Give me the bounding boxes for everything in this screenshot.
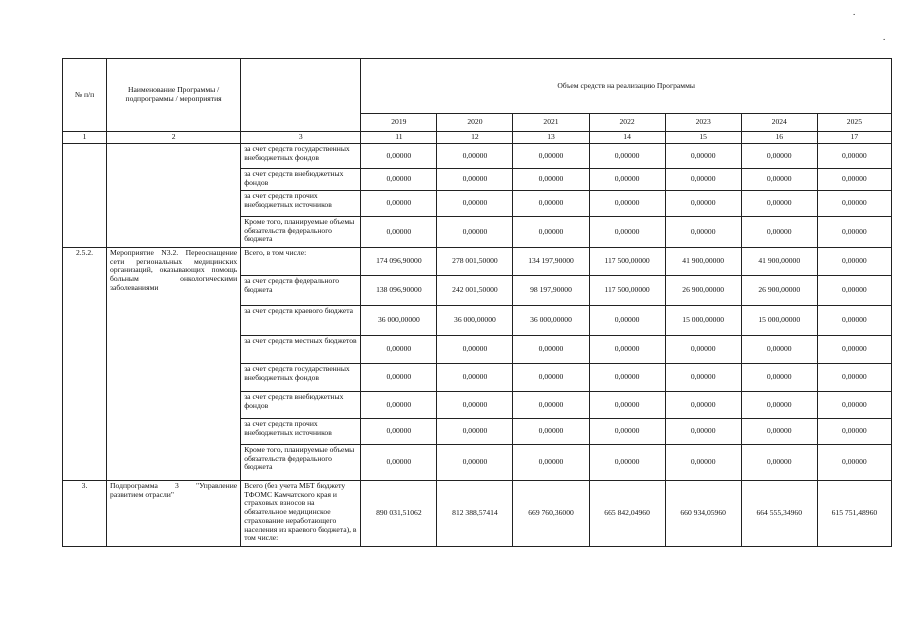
budget-table bbox=[62, 58, 892, 547]
table-row bbox=[63, 144, 892, 169]
amount-cell: 0,00000 bbox=[741, 445, 817, 481]
amount-cell: 0,00000 bbox=[817, 217, 891, 248]
column-number: 1 bbox=[63, 132, 107, 144]
amount-cell: 0,00000 bbox=[361, 191, 437, 217]
amount-cell: 36 000,00000 bbox=[361, 306, 437, 336]
amount-cell: 117 500,00000 bbox=[589, 248, 665, 276]
column-number: 14 bbox=[589, 132, 665, 144]
amount-cell: 0,00000 bbox=[361, 392, 437, 419]
scan-mark: . bbox=[883, 32, 886, 42]
amount-cell: 0,00000 bbox=[817, 248, 891, 276]
amount-cell: 0,00000 bbox=[665, 364, 741, 392]
amount-cell: 664 555,34960 bbox=[741, 481, 817, 547]
amount-cell: 242 001,50000 bbox=[437, 276, 513, 306]
scan-mark: . bbox=[853, 7, 856, 17]
funding-source-label: Всего (без учета МБТ бюджету ТФОМС Камчатского края и страховых взносов на обязательное медицинское страхование неработающего населения из краевого бюджета), в том числе: bbox=[241, 481, 361, 547]
amount-cell: 0,00000 bbox=[589, 336, 665, 364]
funding-source-label: Кроме того, планируемые объемы обязательств федерального бюджета bbox=[241, 445, 361, 481]
amount-cell: 0,00000 bbox=[437, 144, 513, 169]
column-number: 15 bbox=[665, 132, 741, 144]
amount-cell: 0,00000 bbox=[741, 392, 817, 419]
item-number bbox=[63, 144, 107, 248]
amount-cell: 0,00000 bbox=[817, 419, 891, 445]
table-row bbox=[63, 481, 892, 547]
amount-cell: 0,00000 bbox=[665, 336, 741, 364]
table-row bbox=[63, 248, 892, 276]
amount-cell: 890 031,51062 bbox=[361, 481, 437, 547]
column-number: 11 bbox=[361, 132, 437, 144]
year-header: 2023 bbox=[665, 114, 741, 132]
funding-source-label: за счет средств прочих внебюджетных источников bbox=[241, 191, 361, 217]
amount-cell: 0,00000 bbox=[361, 419, 437, 445]
item-number: 3. bbox=[63, 481, 107, 547]
amount-cell: 0,00000 bbox=[741, 217, 817, 248]
amount-cell: 0,00000 bbox=[741, 419, 817, 445]
amount-cell: 41 900,00000 bbox=[741, 248, 817, 276]
year-header: 2019 bbox=[361, 114, 437, 132]
amount-cell: 669 760,36000 bbox=[513, 481, 589, 547]
item-name: Подпрограмма 3 "Управление развитием отрасли" bbox=[107, 481, 241, 547]
amount-cell: 41 900,00000 bbox=[665, 248, 741, 276]
amount-cell: 0,00000 bbox=[817, 392, 891, 419]
amount-cell: 0,00000 bbox=[513, 169, 589, 191]
amount-cell: 0,00000 bbox=[513, 191, 589, 217]
amount-cell: 0,00000 bbox=[589, 364, 665, 392]
amount-cell: 0,00000 bbox=[589, 191, 665, 217]
column-number: 17 bbox=[817, 132, 891, 144]
column-number: 12 bbox=[437, 132, 513, 144]
column-number: 16 bbox=[741, 132, 817, 144]
amount-cell: 812 388,57414 bbox=[437, 481, 513, 547]
column-number: 13 bbox=[513, 132, 589, 144]
amount-cell: 0,00000 bbox=[513, 217, 589, 248]
amount-cell: 0,00000 bbox=[437, 169, 513, 191]
amount-cell: 0,00000 bbox=[513, 364, 589, 392]
header-program-volume: Объем средств на реализацию Программы bbox=[361, 59, 892, 114]
amount-cell: 0,00000 bbox=[589, 392, 665, 419]
amount-cell: 0,00000 bbox=[513, 445, 589, 481]
funding-source-label: за счет средств государственных внебюджетных фондов bbox=[241, 144, 361, 169]
year-header: 2021 bbox=[513, 114, 589, 132]
amount-cell: 0,00000 bbox=[437, 445, 513, 481]
column-number: 3 bbox=[241, 132, 361, 144]
amount-cell: 0,00000 bbox=[437, 392, 513, 419]
amount-cell: 0,00000 bbox=[741, 364, 817, 392]
amount-cell: 0,00000 bbox=[665, 144, 741, 169]
funding-source-label: за счет средств прочих внебюджетных источников bbox=[241, 419, 361, 445]
year-header: 2022 bbox=[589, 114, 665, 132]
amount-cell: 0,00000 bbox=[361, 169, 437, 191]
amount-cell: 0,00000 bbox=[361, 336, 437, 364]
amount-cell: 138 096,90000 bbox=[361, 276, 437, 306]
amount-cell: 0,00000 bbox=[817, 276, 891, 306]
amount-cell: 0,00000 bbox=[589, 445, 665, 481]
amount-cell: 660 934,05960 bbox=[665, 481, 741, 547]
item-name bbox=[107, 144, 241, 248]
amount-cell: 0,00000 bbox=[741, 144, 817, 169]
amount-cell: 0,00000 bbox=[589, 169, 665, 191]
amount-cell: 0,00000 bbox=[741, 191, 817, 217]
amount-cell: 0,00000 bbox=[437, 217, 513, 248]
amount-cell: 0,00000 bbox=[361, 445, 437, 481]
amount-cell: 0,00000 bbox=[437, 364, 513, 392]
funding-source-label: за счет средств краевого бюджета bbox=[241, 306, 361, 336]
amount-cell: 665 842,04960 bbox=[589, 481, 665, 547]
funding-source-label: за счет средств местных бюджетов bbox=[241, 336, 361, 364]
funding-source-label: за счет средств внебюджетных фондов bbox=[241, 392, 361, 419]
amount-cell: 0,00000 bbox=[437, 191, 513, 217]
amount-cell: 0,00000 bbox=[665, 392, 741, 419]
amount-cell: 98 197,90000 bbox=[513, 276, 589, 306]
amount-cell: 174 096,90000 bbox=[361, 248, 437, 276]
amount-cell: 15 000,00000 bbox=[741, 306, 817, 336]
year-header: 2024 bbox=[741, 114, 817, 132]
amount-cell: 615 751,48960 bbox=[817, 481, 891, 547]
amount-cell: 0,00000 bbox=[817, 364, 891, 392]
amount-cell: 0,00000 bbox=[589, 217, 665, 248]
amount-cell: 0,00000 bbox=[589, 306, 665, 336]
amount-cell: 0,00000 bbox=[741, 169, 817, 191]
amount-cell: 0,00000 bbox=[665, 169, 741, 191]
year-header: 2020 bbox=[437, 114, 513, 132]
amount-cell: 0,00000 bbox=[665, 445, 741, 481]
amount-cell: 0,00000 bbox=[817, 445, 891, 481]
amount-cell: 36 000,00000 bbox=[437, 306, 513, 336]
header-source-blank bbox=[241, 59, 361, 132]
funding-source-label: Кроме того, планируемые объемы обязательств федерального бюджета bbox=[241, 217, 361, 248]
column-number: 2 bbox=[107, 132, 241, 144]
amount-cell: 0,00000 bbox=[437, 419, 513, 445]
amount-cell: 0,00000 bbox=[817, 336, 891, 364]
amount-cell: 117 500,00000 bbox=[589, 276, 665, 306]
amount-cell: 0,00000 bbox=[665, 419, 741, 445]
item-name: Мероприятие N3.2. Переоснащение сети региональных медицинских организаций, оказывающих помощь больным онкологическими заболеваниями bbox=[107, 248, 241, 481]
amount-cell: 0,00000 bbox=[589, 419, 665, 445]
amount-cell: 26 900,00000 bbox=[665, 276, 741, 306]
header-number: № п/п bbox=[63, 59, 107, 132]
amount-cell: 0,00000 bbox=[817, 169, 891, 191]
amount-cell: 0,00000 bbox=[817, 306, 891, 336]
amount-cell: 0,00000 bbox=[665, 217, 741, 248]
amount-cell: 0,00000 bbox=[817, 144, 891, 169]
amount-cell: 0,00000 bbox=[817, 191, 891, 217]
amount-cell: 36 000,00000 bbox=[513, 306, 589, 336]
amount-cell: 278 001,50000 bbox=[437, 248, 513, 276]
header-program-name: Наименование Программы / подпрограммы / мероприятия bbox=[107, 59, 241, 132]
year-header: 2025 bbox=[817, 114, 891, 132]
amount-cell: 15 000,00000 bbox=[665, 306, 741, 336]
amount-cell: 0,00000 bbox=[361, 364, 437, 392]
funding-source-label: за счет средств федерального бюджета bbox=[241, 276, 361, 306]
funding-source-label: за счет средств внебюджетных фондов bbox=[241, 169, 361, 191]
amount-cell: 0,00000 bbox=[741, 336, 817, 364]
amount-cell: 0,00000 bbox=[361, 144, 437, 169]
funding-source-label: за счет средств государственных внебюджетных фондов bbox=[241, 364, 361, 392]
amount-cell: 134 197,90000 bbox=[513, 248, 589, 276]
amount-cell: 0,00000 bbox=[513, 419, 589, 445]
amount-cell: 0,00000 bbox=[513, 144, 589, 169]
amount-cell: 0,00000 bbox=[361, 217, 437, 248]
funding-source-label: Всего, в том числе: bbox=[241, 248, 361, 276]
amount-cell: 0,00000 bbox=[437, 336, 513, 364]
amount-cell: 26 900,00000 bbox=[741, 276, 817, 306]
item-number: 2.5.2. bbox=[63, 248, 107, 481]
amount-cell: 0,00000 bbox=[513, 336, 589, 364]
amount-cell: 0,00000 bbox=[589, 144, 665, 169]
amount-cell: 0,00000 bbox=[665, 191, 741, 217]
amount-cell: 0,00000 bbox=[513, 392, 589, 419]
